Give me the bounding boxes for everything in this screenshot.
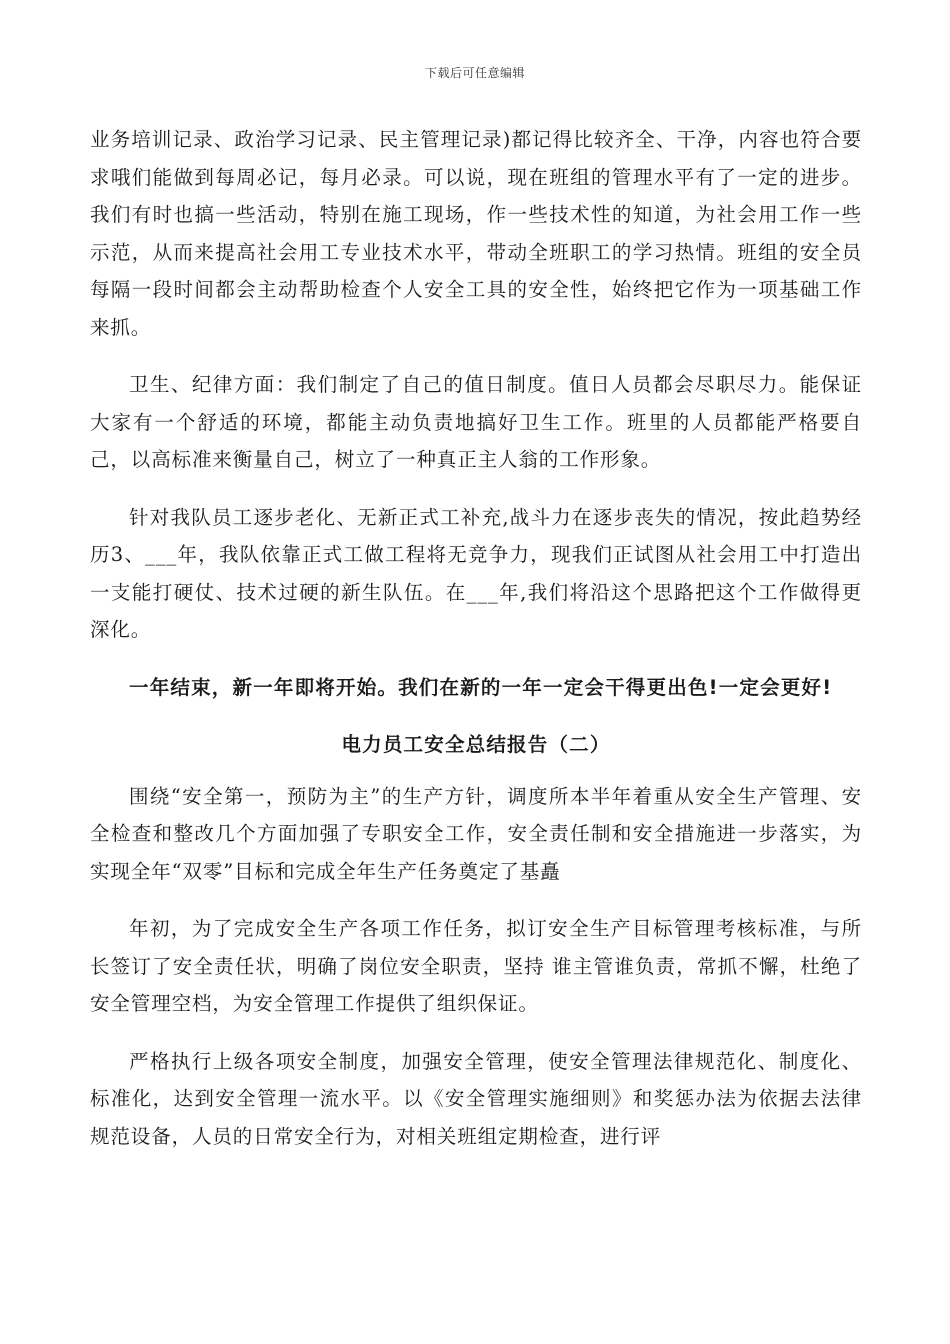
paragraph-training-records: 业务培训记录、政治学习记录、民主管理记录)都记得比较齐全、干净，内容也符合要求哦们能做到每周必记，每月必录。可以说，现在班组的管理水平有了一定的进步。我们有时也搞一些活动，特别在施工现场，作一些技术性的知道，为社会用工作一些示范，从而来提高社会用工专业技术水平，带动全班职工的学习热情。班组的安全员每隔一段时间都会主动帮助检查个人安全工具的安全性，始终把它作为一项基础工作来抓。 bbox=[90, 128, 862, 339]
paragraph-year-end-closing: 一年结束，新一年即将开始。我们在新的一年一定会干得更出色!一定会更好! bbox=[129, 675, 833, 699]
paragraph-hygiene-discipline: 卫生、纪律方面：我们制定了自己的值日制度。值日人员都会尽职尽力。能保证大家有一个舒适的环境，都能主动负责地搞好卫生工作。班里的人员都能严格要自己，以高标准来衡量自己，树立了一种真正主人翁的工作形象。 bbox=[90, 373, 862, 471]
paragraph-safety-policy: 围绕“安全第一，预防为主”的生产方针，调度所本半年着重从安全生产管理、安全检查和整改几个方面加强了专职安全工作，安全责任制和安全措施进一步落实，为实现全年“双零”目标和完成全年生产任务奠定了基矗 bbox=[90, 784, 862, 883]
paragraph-team-aging: 针对我队员工逐步老化、无新正式工补充,战斗力在逐步丧失的情况，按此趋势经历3、___年，我队依靠正式工做工程将无竞争力，现我们正试图从社会用工中打造出一支能打硬仗、技术过硬的新生队伍。在___年,我们将沿这个思路把这个工作做得更深化。 bbox=[90, 505, 862, 641]
section-title: 电力员工安全总结报告（二） bbox=[341, 733, 611, 756]
page-header-note: 下载后可任意编辑 bbox=[424, 66, 525, 80]
paragraph-safety-regulations: 严格执行上级各项安全制度，加强安全管理，使安全管理法律规范化、制度化、标准化，达到安全管理一流水平。以《安全管理实施细则》和奖惩办法为依据去法律规范设备，人员的日常安全行为，对相关班组定期检查，进行评 bbox=[90, 1049, 862, 1148]
paragraph-safety-responsibility: 年初，为了完成安全生产各项工作任务，拟订安全生产目标管理考核标准，与所长签订了安全责任状，明确了岗位安全职责，坚持 谁主管谁负责，常抓不懈，杜绝了安全管理空档，为安全管理工作提供了组织保证。 bbox=[90, 917, 862, 1015]
document-body bbox=[90, 121, 862, 1175]
